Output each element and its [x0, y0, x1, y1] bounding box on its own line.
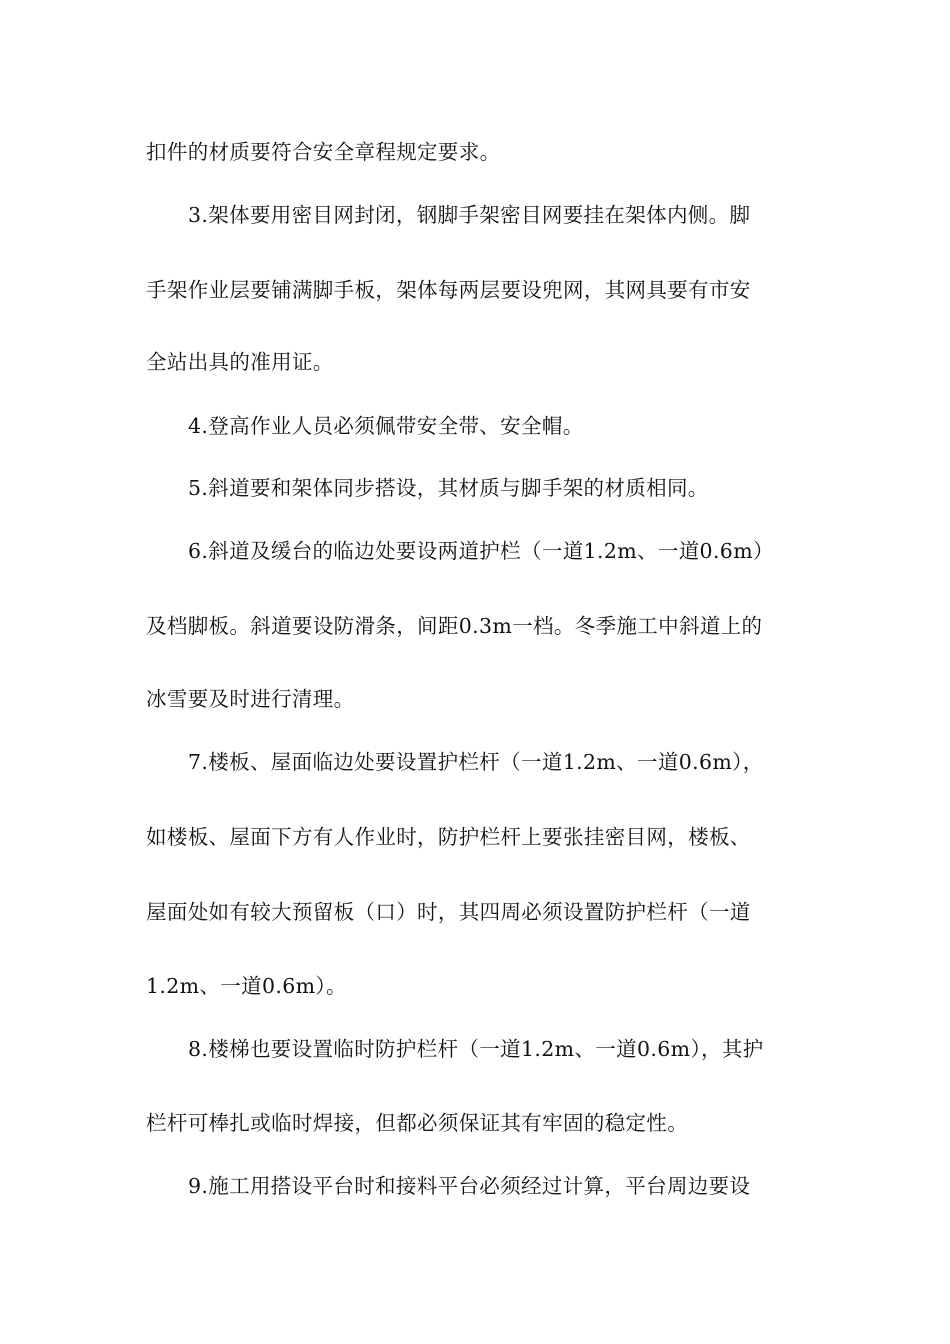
- paragraph-line: 8.楼梯也要设置临时防护栏杆（一道1.2m、一道0.6m），其护: [188, 1037, 764, 1061]
- paragraph-line: 及档脚板。斜道要设防滑条，间距0.3m一档。冬季施工中斜道上的: [146, 614, 763, 638]
- paragraph-line: 1.2m、一道0.6m）。: [146, 974, 347, 998]
- paragraph-line: 6.斜道及缓台的临边处要设两道护栏（一道1.2m、一道0.6m）: [188, 539, 774, 563]
- paragraph-line: 屋面处如有较大预留板（口）时，其四周必须设置防护栏杆（一道: [146, 900, 751, 924]
- paragraph-line: 3.架体要用密目网封闭，钢脚手架密目网要挂在架体内侧。脚: [188, 203, 751, 227]
- paragraph-line: 手架作业层要铺满脚手板，架体每两层要设兜网，其网具要有市安: [146, 278, 751, 302]
- paragraph-line: 如楼板、屋面下方有人作业时，防护栏杆上要张挂密目网，楼板、: [146, 825, 751, 849]
- paragraph-line: 全站出具的准用证。: [146, 350, 334, 374]
- paragraph-line: 7.楼板、屋面临边处要设置护栏杆（一道1.2m、一道0.6m），: [188, 750, 764, 774]
- paragraph-line: 5.斜道要和架体同步搭设，其材质与脚手架的材质相同。: [188, 476, 709, 500]
- paragraph-line: 扣件的材质要符合安全章程规定要求。: [146, 140, 501, 164]
- paragraph-line: 4.登高作业人员必须佩带安全带、安全帽。: [188, 414, 584, 438]
- paragraph-line: 栏杆可棒扎或临时焊接，但都必须保证其有牢固的稳定性。: [146, 1111, 689, 1135]
- paragraph-line: 9.施工用搭设平台时和接料平台必须经过计算，平台周边要设: [188, 1174, 751, 1198]
- paragraph-line: 冰雪要及时进行清理。: [146, 687, 355, 711]
